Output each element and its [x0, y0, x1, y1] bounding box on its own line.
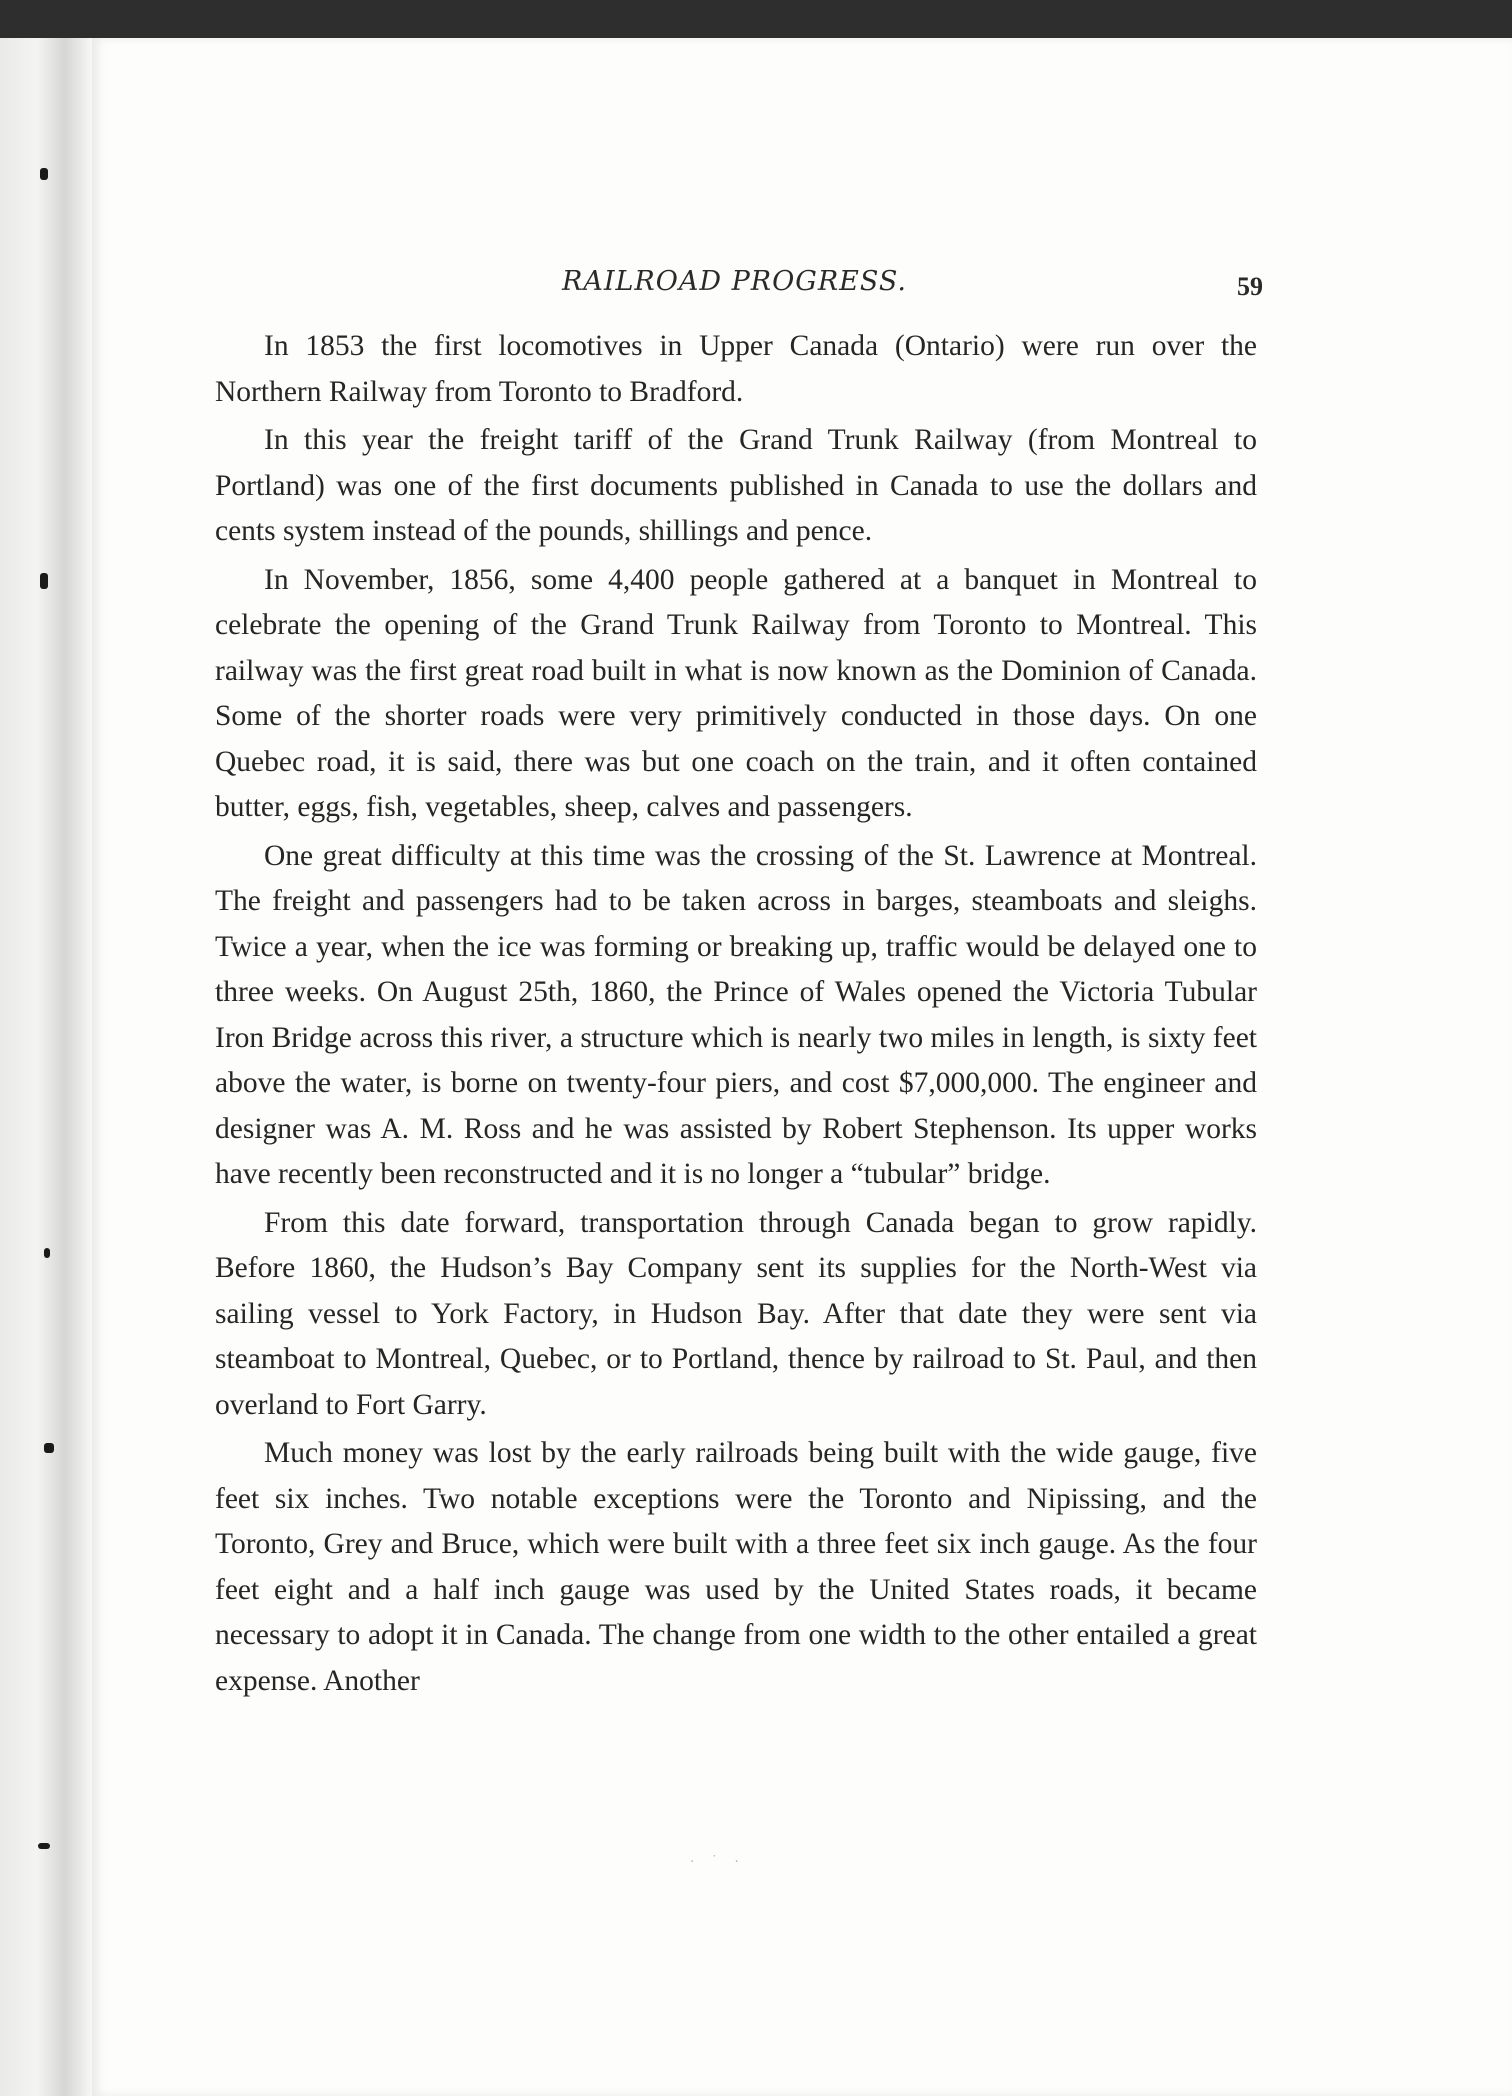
scan-noise: · ˙ ·	[690, 1854, 745, 1870]
paragraph: In November, 1856, some 4,400 people gathered at a banquet in Montreal to celebrate the opening of the Grand Trunk Railway from Toronto to Montreal. This railway was the first great road built in what is now known as the Dominion of Canada. Some of the shorter roads were very primitively conducted in those days. On one Quebec road, it is said, there was but one coach on the train, and it often contained butter, eggs, fish, vegetables, sheep, calves and passengers.	[215, 563, 1257, 823]
paragraph: In 1853 the first locomotives in Upper Canada (Ontario) were run over the Northern Railway from Toronto to Bradford.	[215, 330, 1257, 408]
book-gutter	[0, 38, 92, 2096]
paragraph: In this year the freight tariff of the Grand Trunk Railway (from Montreal to Portland) was one of the first documents published in Canada to use the dollars and cents system instead of the pounds, shillings and pence.	[215, 424, 1257, 547]
body-text	[215, 324, 1257, 1707]
page-header	[92, 266, 1512, 306]
gutter-speck	[40, 573, 48, 589]
paragraph: One great difficulty at this time was the crossing of the St. Lawrence at Montreal. The freight and passengers had to be taken across in barges, steamboats and sleighs. Twice a year, when the ice was forming or breaking up, traffic would be delayed one to three weeks. On August 25th, 1860, the Prince of Wales opened the Victoria Tubular Iron Bridge across this river, a structure which is nearly two miles in length, is sixty feet above the water, is borne on twenty-four piers, and cost $7,000,000. The engineer and designer was A. M. Ross and he was assisted by Robert Stephenson. Its upper works have recently been reconstructed and it is no longer a “tubular” bridge.	[215, 839, 1257, 1190]
page-number: 59	[1237, 272, 1263, 301]
gutter-speck	[40, 168, 48, 180]
book-page	[92, 38, 1512, 2096]
gutter-speck	[38, 1843, 50, 1849]
gutter-speck	[44, 1443, 54, 1453]
gutter-speck	[44, 1248, 50, 1258]
paragraph: Much money was lost by the early railroads being built with the wide gauge, five feet six inches. Two notable exceptions were the Toronto and Nipissing, and the Toronto, Grey and Bruce, which were built with a three feet six inch gauge. As the four feet eight and a half inch gauge was used by the United States roads, it became necessary to adopt it in Canada. The change from one width to the other entailed a great expense. Another	[215, 1437, 1257, 1697]
paragraph: From this date forward, transportation through Canada began to grow rapidly. Before 1860, the Hudson’s Bay Company sent its supplies for the North-West via sailing vessel to York Factory, in Hudson Bay. After that date they were sent via steamboat to Montreal, Quebec, or to Portland, thence by railroad to St. Paul, and then overland to Fort Garry.	[215, 1206, 1257, 1421]
running-head: RAILROAD PROGRESS.	[562, 266, 907, 297]
